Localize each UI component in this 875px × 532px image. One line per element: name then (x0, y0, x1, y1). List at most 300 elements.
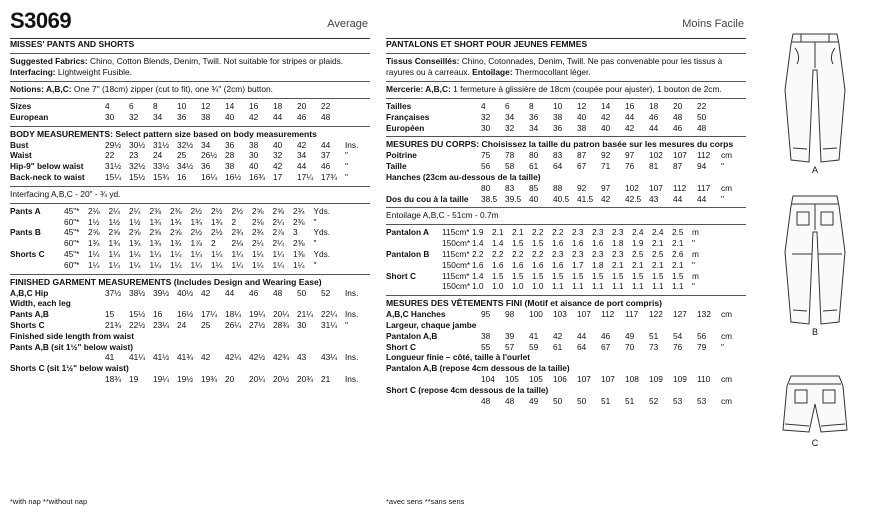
table-cell: 34 (529, 122, 539, 133)
table-cell: 15 (105, 309, 115, 320)
table-cell: 1¼ (129, 259, 141, 270)
table-cell: 1.9 (472, 227, 484, 238)
table-cell: 81 (649, 161, 659, 172)
table-cell: 2⅜ (170, 205, 182, 216)
table-row (10, 352, 365, 363)
table-cell: 46 (649, 111, 659, 122)
table-cell: 25 (201, 319, 211, 330)
table-cell: 150cm* (442, 238, 471, 249)
table-row (386, 227, 712, 238)
table-cell: " (721, 341, 724, 352)
table-cell: European (10, 111, 49, 122)
table-cell: 88 (553, 182, 563, 193)
table-row (386, 271, 712, 282)
table-cell: 1.5 (612, 270, 624, 281)
table-cell: 103 (553, 309, 567, 320)
table-cell: 107 (577, 309, 591, 320)
table-cell: 83 (505, 182, 515, 193)
table-cell: 20¼ (249, 373, 266, 384)
table-cell: 2.1 (512, 227, 524, 238)
table-cell: 56 (697, 330, 707, 341)
table-cell: 2⅝ (170, 227, 182, 238)
table-cell: 87 (577, 150, 587, 161)
table-cell: 51 (601, 395, 611, 406)
table-cell: 2⅛ (231, 238, 244, 249)
table-cell: m (692, 248, 699, 259)
table-cell: Sizes (10, 101, 32, 111)
table-cell: 1.1 (652, 281, 664, 292)
table-cell: 107 (649, 182, 663, 193)
table-cell: A,B,C Hip (10, 287, 49, 298)
table-row (10, 249, 334, 260)
table-cell: 46 (249, 287, 259, 298)
table-cell: 26¼ (225, 319, 242, 330)
table-cell: 49 (625, 330, 635, 341)
table-cell: 53 (673, 395, 683, 406)
table-cell: 44 (577, 330, 587, 341)
table-cell: 28¾ (273, 319, 290, 330)
table-row (386, 385, 741, 396)
pants-a-icon (765, 30, 865, 170)
table-cell: 22¼ (321, 309, 338, 320)
table-cell: 2.1 (652, 238, 664, 249)
table-cell: 1.4 (472, 270, 484, 281)
table-cell: 38 (201, 111, 211, 122)
table-cell: Pantalon B (386, 248, 430, 259)
table-row (10, 260, 334, 271)
table-cell: 41 (105, 352, 115, 363)
table-cell (10, 352, 105, 363)
table-cell: 19 (129, 373, 139, 384)
finished-table (10, 288, 365, 385)
table-cell: 40.5 (553, 193, 570, 204)
table-row (10, 298, 365, 309)
table-cell: Waist (10, 150, 32, 161)
table-cell: 38 (249, 139, 259, 150)
table-cell: 2.1 (492, 227, 504, 238)
table-cell: 21¾ (105, 319, 122, 330)
table-cell: 1.5 (652, 270, 664, 281)
table-cell: 107 (601, 373, 615, 384)
table-cell: 2⅛ (252, 216, 264, 227)
table-cell: Short C (386, 341, 416, 352)
table-cell: 122 (649, 309, 663, 320)
table-cell: 1⅞ (190, 238, 203, 249)
table-cell: 10 (177, 101, 187, 111)
table-cell: 150cm* (442, 259, 471, 270)
table-cell: 8 (529, 101, 534, 111)
table-cell: 1¼ (149, 259, 162, 270)
table-cell: 1.1 (632, 281, 644, 292)
table-cell: 2½ (211, 227, 223, 238)
table-cell: 2.5 (672, 227, 684, 238)
table-cell: 23¼ (153, 319, 170, 330)
table-cell: 1¼ (211, 259, 223, 270)
table-cell: 58 (505, 161, 515, 172)
table-cell: 64 (553, 161, 563, 172)
table-cell: 1¼ (129, 248, 141, 259)
table-cell: 115cm* (442, 227, 470, 238)
table-cell: 75 (481, 150, 491, 161)
table-cell: 25 (177, 150, 187, 161)
table-cell: 48 (505, 395, 515, 406)
table-cell: 1¼ (88, 259, 100, 270)
garment-sketches (765, 30, 865, 472)
table-cell: Finished side length from waist (10, 330, 135, 341)
table-row (386, 123, 721, 134)
table-cell: 1¼ (190, 259, 203, 270)
table-cell: Bust (10, 139, 29, 150)
table-cell: 1.7 (572, 259, 584, 270)
table-cell: 43 (297, 352, 307, 363)
table-cell: 1.0 (492, 281, 504, 292)
table-cell: 43¼ (321, 352, 338, 363)
table-cell: 2½ (231, 205, 244, 216)
table-cell: 17¼ (297, 171, 314, 182)
table-cell: 16½ (225, 171, 242, 182)
table-cell (386, 281, 442, 292)
table-cell: 1¼ (170, 248, 182, 259)
table-row (386, 161, 741, 172)
table-cell: 54 (673, 330, 683, 341)
table-cell: 105 (505, 373, 519, 384)
table-cell: 79 (697, 341, 707, 352)
table-cell: " (313, 259, 317, 270)
english-panel (10, 8, 370, 385)
table-cell: 20 (297, 101, 307, 111)
pattern-title: MISSES' PANTS AND SHORTS (10, 39, 135, 49)
table-cell: 112 (697, 150, 711, 161)
table-cell: 16¼ (201, 171, 218, 182)
table-cell: 71 (601, 161, 611, 172)
table-cell: 2.1 (652, 259, 664, 270)
table-cell: 115cm* (442, 248, 470, 259)
table-cell: 1¼ (190, 248, 203, 259)
table-cell: 30 (481, 122, 491, 133)
table-cell: 52 (321, 287, 331, 298)
table-cell: cm (721, 150, 733, 161)
table-cell: 1.5 (572, 270, 584, 281)
table-cell: Shorts C (10, 248, 45, 259)
table-cell: 33½ (153, 161, 170, 172)
table-cell: 78 (505, 150, 515, 161)
table-cell: 30 (297, 319, 307, 330)
table-cell: Pants A (10, 205, 41, 216)
table-cell: 2.2 (512, 248, 524, 259)
table-cell: 12 (201, 101, 211, 111)
pattern-title-fr: PANTALONS ET SHORT POUR JEUNES FEMMES (386, 39, 588, 49)
table-row (10, 374, 365, 385)
table-cell: 41 (529, 330, 539, 341)
table-cell: 27½ (249, 319, 266, 330)
table-cell: 1¼ (231, 248, 244, 259)
table-cell: 2⅝ (108, 227, 121, 238)
table-cell: 14 (601, 101, 611, 111)
table-cell: 2¾ (252, 227, 264, 238)
table-cell: 36 (553, 122, 563, 133)
table-cell: 36 (529, 111, 539, 122)
table-cell: " (692, 259, 695, 270)
table-cell: 46 (297, 111, 307, 122)
table-cell: 2 (211, 238, 216, 249)
table-row (10, 288, 365, 299)
table-cell: 34 (297, 150, 307, 161)
table-cell: 115cm* (442, 270, 470, 281)
table-cell: 1.0 (472, 281, 484, 292)
table-cell: 42 (553, 330, 563, 341)
table-cell: 1.5 (512, 238, 524, 249)
left-footnote: *with nap **without nap (10, 497, 88, 506)
table-row (386, 352, 741, 363)
table-cell: 42 (625, 122, 635, 133)
table-cell: 2¾ (231, 227, 244, 238)
table-row (386, 342, 741, 353)
table-cell: Ins. (345, 309, 359, 320)
view-c-sketch (765, 372, 865, 472)
table-cell: " (345, 171, 348, 182)
table-cell: 92 (577, 182, 587, 193)
interfacing-line: Interfacing: Lightweight Fusible. (10, 67, 132, 77)
table-cell: 2¼ (272, 216, 285, 227)
table-cell: 1¼ (88, 248, 100, 259)
table-cell: 17¾ (321, 171, 338, 182)
table-cell: 106 (553, 373, 567, 384)
table-cell: 56 (481, 161, 491, 172)
table-cell: 44 (225, 287, 235, 298)
table-cell: 2.3 (572, 248, 584, 259)
table-cell: 16 (177, 171, 187, 182)
table-cell: 39½ (153, 287, 170, 298)
table-row (10, 172, 365, 183)
table-cell: 1.6 (532, 259, 544, 270)
view-a-sketch (765, 30, 865, 180)
table-cell: 1¾ (149, 238, 162, 249)
table-cell: 2.1 (672, 259, 684, 270)
table-cell: 61 (529, 161, 539, 172)
table-cell: 52 (649, 395, 659, 406)
table-cell: 100 (529, 309, 543, 320)
table-cell: 2⅝ (149, 227, 162, 238)
table-cell: 8 (153, 101, 158, 111)
table-cell: 1¼ (252, 248, 264, 259)
table-cell: 2¼ (252, 238, 264, 249)
tissus-line-2: rayures ou à carreaux. Entoilage: Thermocollant léger. (386, 67, 591, 77)
table-cell: 108 (625, 373, 639, 384)
table-cell: 38 (225, 161, 235, 172)
table-cell: Pantalon A,B (repose 4cm dessous de la taille) (386, 363, 570, 374)
table-cell: 1¼ (108, 248, 121, 259)
table-cell: 30 (249, 150, 259, 161)
table-cell: " (692, 281, 695, 292)
table-cell: 1¾ (170, 216, 182, 227)
table-row (386, 249, 712, 260)
table-cell: 2.6 (672, 248, 684, 259)
body-measurements-table (10, 140, 365, 183)
view-a-label: A (811, 165, 818, 175)
table-row (10, 217, 334, 228)
table-cell: 76 (625, 161, 635, 172)
table-cell: Hip-9" below waist (10, 161, 84, 172)
table-cell: 2⅜ (293, 216, 305, 227)
table-cell: 95 (481, 309, 491, 320)
table-cell: 42.5 (625, 193, 642, 204)
table-cell: 1.5 (532, 238, 544, 249)
tissus-line: Tissus Conseillés: Chino, Cotonnades, Denim, Twill. Ne pas convenable pour les tissus à (386, 56, 723, 66)
table-cell: 48 (697, 122, 707, 133)
table-cell: 2.1 (672, 238, 684, 249)
table-cell: 44 (297, 161, 307, 172)
table-cell: 1.1 (612, 281, 624, 292)
table-cell: 20¾ (297, 373, 314, 384)
table-cell: 2⅝ (272, 205, 285, 216)
table-cell: 21 (321, 373, 331, 384)
table-cell: 2.5 (632, 248, 644, 259)
table-cell: 1¾ (190, 216, 203, 227)
mercerie-line: Mercerie: A,B,C: 1 fermeture à glissière de 18cm (coupée pour ajuster), 1 bouton de 2cm. (386, 84, 722, 94)
table-cell: 2 (231, 216, 237, 227)
table-cell: Ins. (345, 373, 359, 384)
table-cell: 2⅝ (88, 227, 100, 238)
table-cell: 42 (601, 193, 611, 204)
table-cell: 40 (273, 139, 283, 150)
table-cell: 20½ (273, 373, 290, 384)
table-cell: 1½ (88, 216, 100, 227)
table-cell: Back-neck to waist (10, 171, 85, 182)
table-cell: 109 (673, 373, 687, 384)
table-row (10, 238, 334, 249)
table-cell: 2⅛ (88, 205, 100, 216)
table-cell: 2¼ (129, 205, 141, 216)
table-cell: 48 (481, 395, 491, 406)
difficulty-level-fr: Moins Facile (682, 18, 744, 30)
table-cell: 44 (321, 139, 331, 150)
table-cell: 1.1 (672, 281, 684, 292)
table-cell: 92 (601, 150, 611, 161)
table-cell: 41½ (153, 352, 170, 363)
table-cell: 1.9 (632, 238, 644, 249)
view-b-sketch (765, 192, 865, 372)
table-cell: 132 (697, 309, 711, 320)
table-cell: 15¼ (105, 171, 122, 182)
table-row (386, 396, 741, 407)
table-cell: 44 (697, 193, 707, 204)
interfacing-yardage: Interfacing A,B,C - 20" - ¾ yd. (10, 188, 121, 199)
table-row (386, 112, 721, 123)
table-cell: 30 (105, 111, 115, 122)
table-cell: 14 (225, 101, 235, 111)
table-cell: 2.3 (612, 248, 624, 259)
table-cell: 1¼ (252, 259, 264, 270)
table-cell: 1.6 (572, 238, 584, 249)
table-cell: 37 (321, 150, 331, 161)
yardage-table (10, 206, 334, 271)
table-cell: 39 (505, 330, 515, 341)
table-cell: 2⅜ (293, 238, 305, 249)
table-cell: 19¼ (249, 309, 266, 320)
table-cell: 2.3 (612, 227, 624, 238)
table-cell: 83 (553, 150, 563, 161)
table-cell: cm (721, 309, 733, 320)
table-cell: 102 (625, 182, 639, 193)
table-cell: 1.1 (572, 281, 584, 292)
notions-line: Notions: A,B,C: One 7" (18cm) zipper (cut to fit), one ¾" (2cm) button. (10, 84, 274, 94)
table-cell: 1.4 (472, 238, 484, 249)
table-cell: 16 (249, 101, 259, 111)
mesures-corps-table (386, 150, 741, 204)
table-cell: 2.2 (492, 248, 504, 259)
table-row (386, 101, 721, 112)
table-cell: 2.3 (592, 248, 604, 259)
table-cell: 150cm* (442, 281, 471, 292)
table-cell: 1.1 (552, 281, 564, 292)
table-cell: 76 (673, 341, 683, 352)
table-row (10, 309, 365, 320)
table-cell: 107 (673, 150, 687, 161)
sizes-table (10, 101, 345, 123)
table-cell: 40½ (177, 287, 194, 298)
table-cell: Françaises (386, 111, 430, 122)
table-cell: 48 (273, 287, 283, 298)
table-cell: 1.1 (592, 281, 604, 292)
table-cell: 41¼ (129, 352, 146, 363)
table-cell: 61 (553, 341, 563, 352)
table-cell: 1¼ (108, 259, 121, 270)
table-cell: 32 (129, 111, 139, 122)
table-cell: 20 (225, 373, 235, 384)
table-cell: " (313, 238, 317, 249)
table-cell: " (313, 216, 317, 227)
table-cell: " (345, 161, 348, 172)
table-cell: 44 (273, 111, 283, 122)
table-cell: 21¼ (297, 309, 314, 320)
table-cell: 112 (673, 182, 687, 193)
table-cell: 42 (601, 111, 611, 122)
table-cell (386, 238, 442, 249)
table-cell: 32½ (129, 161, 146, 172)
table-cell: 34 (201, 139, 211, 150)
table-row (10, 342, 365, 353)
table-cell: 15½ (129, 171, 146, 182)
mesures-corps-title: MESURES DU CORPS: Choisissez la taille du patron basée sur les mesures du corps (386, 139, 734, 150)
table-cell: 98 (505, 309, 515, 320)
table-cell: " (721, 161, 724, 172)
table-cell: 4 (481, 101, 486, 111)
table-cell: 1¾ (88, 238, 100, 249)
table-cell: 45"* (64, 227, 80, 238)
pants-b-icon (765, 192, 865, 332)
metrage-table (386, 227, 712, 292)
table-cell: 40 (601, 122, 611, 133)
table-cell: cm (721, 182, 733, 193)
body-measurements-title: BODY MEASUREMENTS: Select pattern size based on body measurements (10, 128, 317, 139)
table-row (10, 140, 365, 151)
table-cell: 51 (649, 330, 659, 341)
table-cell: 46 (601, 330, 611, 341)
table-cell: 117 (625, 309, 639, 320)
table-cell: 1¾ (211, 216, 223, 227)
table-row (10, 101, 345, 112)
table-cell: 2.2 (532, 227, 544, 238)
table-cell: Width, each leg (10, 298, 71, 309)
table-cell: 1¼ (149, 248, 162, 259)
table-cell: Yds. (313, 227, 331, 238)
table-cell: 109 (649, 373, 663, 384)
table-cell: 2.5 (652, 248, 664, 259)
table-cell: 42 (249, 111, 259, 122)
table-cell: 97 (625, 150, 635, 161)
table-cell: Tailles (386, 101, 412, 111)
table-cell: 38.5 (481, 193, 498, 204)
